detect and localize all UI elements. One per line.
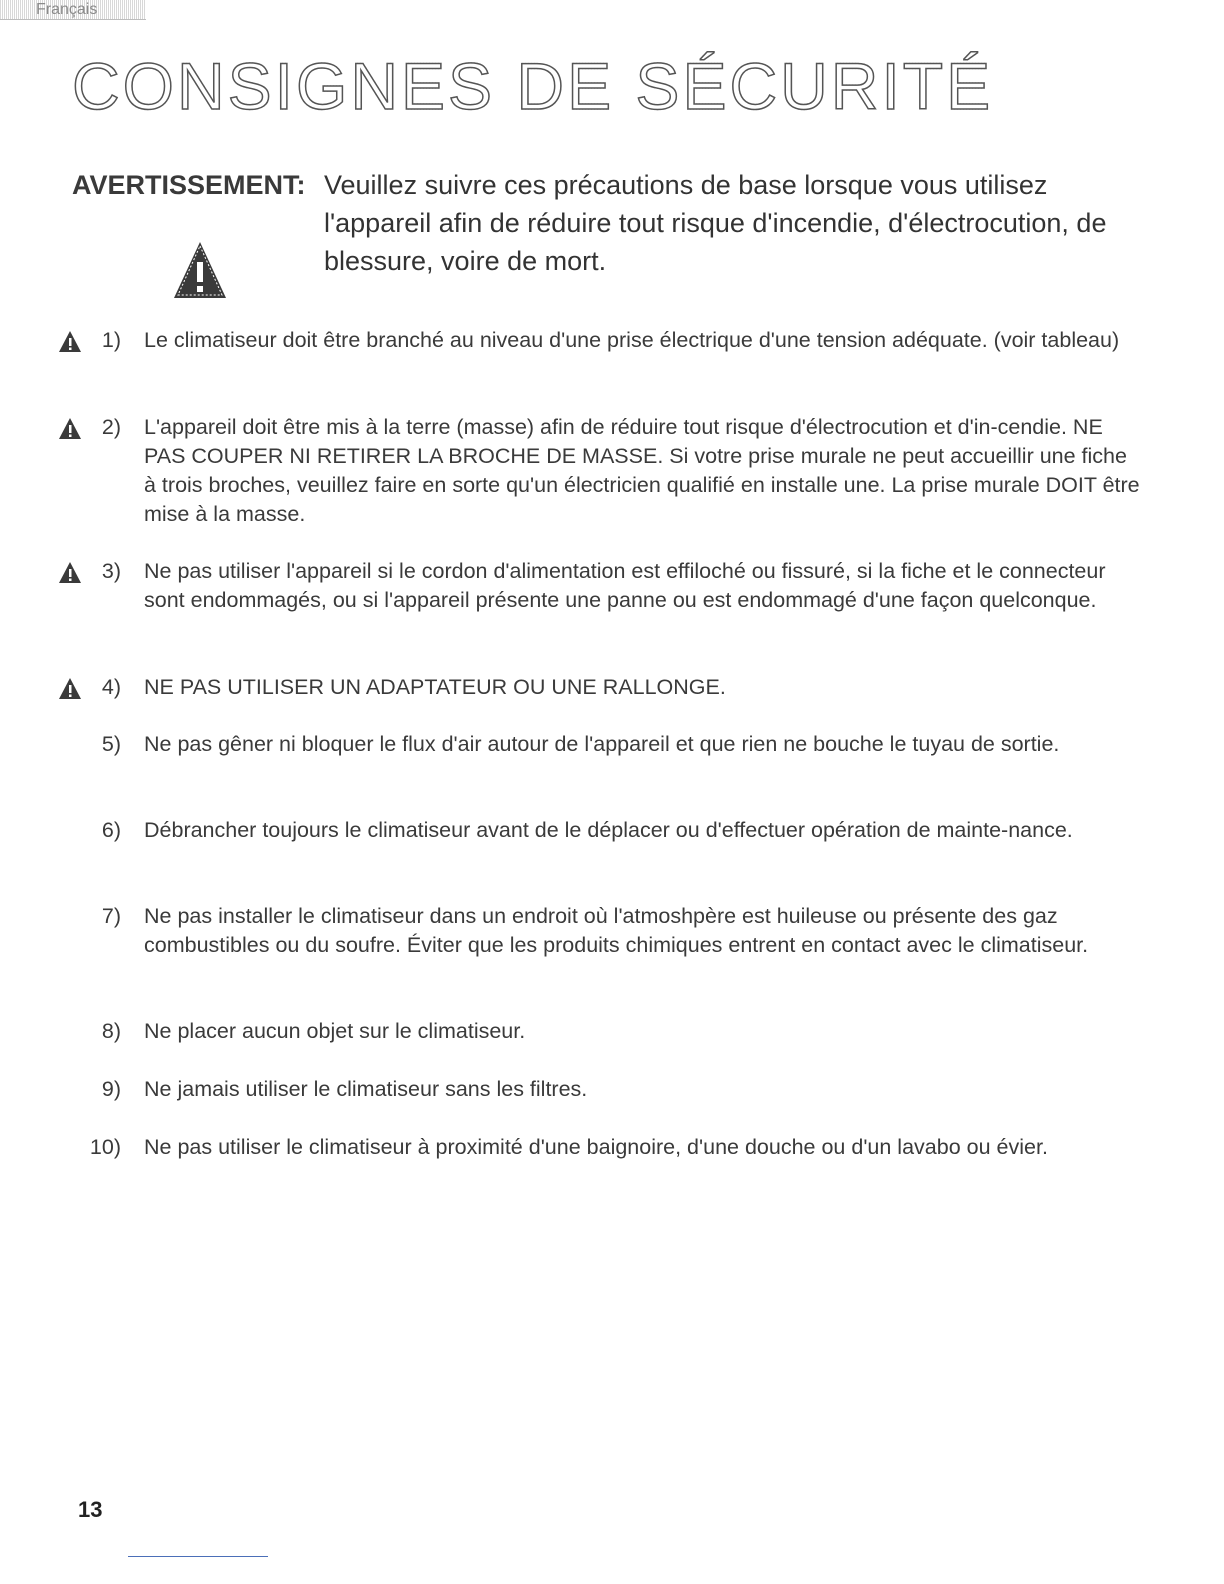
item-number: 4) (101, 675, 121, 699)
item-number: 9) (101, 1077, 121, 1101)
item-number: 7) (101, 904, 121, 928)
page-title: CONSIGNES DE SÉCURITÉ (72, 49, 994, 123)
item-number: 10) (89, 1135, 121, 1159)
warning-text-first-line: Veuillez suivre ces précautions de base lorsque vous utilisez (324, 170, 1048, 200)
item-number: 1) (101, 328, 121, 352)
item-number: 3) (101, 559, 121, 583)
warning-triangle-icon (172, 240, 228, 300)
item-text: Ne pas gêner ni bloquer le flux d'air autour de l'appareil et que rien ne bouche le tuyau de sortie. (144, 732, 1060, 756)
item-text: Débrancher toujours le climatiseur avant de le déplacer ou d'effectuer opération de mainte-nance. (144, 818, 1073, 842)
item-text: Le climatiseur doit être branché au niveau d'une prise électrique d'une tension adéquate. (voir tableau) (144, 328, 1120, 352)
language-tab: Français (0, 0, 146, 20)
item-number: 6) (101, 818, 121, 842)
item-text: NE PAS UTILISER UN ADAPTATEUR OU UNE RALLONGE. (144, 675, 726, 699)
item-text: Ne jamais utiliser le climatiseur sans les filtres. (144, 1077, 588, 1101)
footer-divider (128, 1556, 268, 1557)
item-text: Ne pas utiliser le climatiseur à proximité d'une baignoire, d'une douche ou d'un lavabo ou évier. (144, 1135, 1048, 1159)
warning-text-rest: l'appareil afin de réduire tout risque d'incendie, d'électrocution, de blessure, voire de mort. (324, 208, 1107, 276)
warning-label: AVERTISSEMENT: (72, 170, 306, 200)
item-number: 8) (101, 1019, 121, 1043)
item-text: Ne placer aucun objet sur le climatiseur. (144, 1019, 526, 1043)
item-text: Ne pas utiliser l'appareil si le cordon d'alimentation est effiloché ou fissuré, si la fiche et le connecteur sont endommagés, ou si l'appareil présente une panne ou est endommagé d'une façon quelconque. (144, 559, 1106, 612)
item-number: 5) (101, 732, 121, 756)
page-number: 13 (78, 1497, 103, 1522)
item-number: 2) (101, 415, 121, 439)
item-text: L'appareil doit être mis à la terre (masse) afin de réduire tout risque d'électrocution et d'in-cendie. NE PAS COUPER NI RETIRER LA BROCHE DE MASSE. Si votre prise murale ne peut accueillir une fiche à trois broches, veuillez faire en sorte qu'un électricien qualifié en installe une. La prise murale DOIT être mise à la masse. (144, 415, 1140, 526)
item-text: Ne pas installer le climatiseur dans un endroit où l'atmoshpère est huileuse ou présente des gaz combustibles ou du soufre. Éviter que les produits chimiques entrent en contact avec le climatiseur. (144, 904, 1089, 957)
